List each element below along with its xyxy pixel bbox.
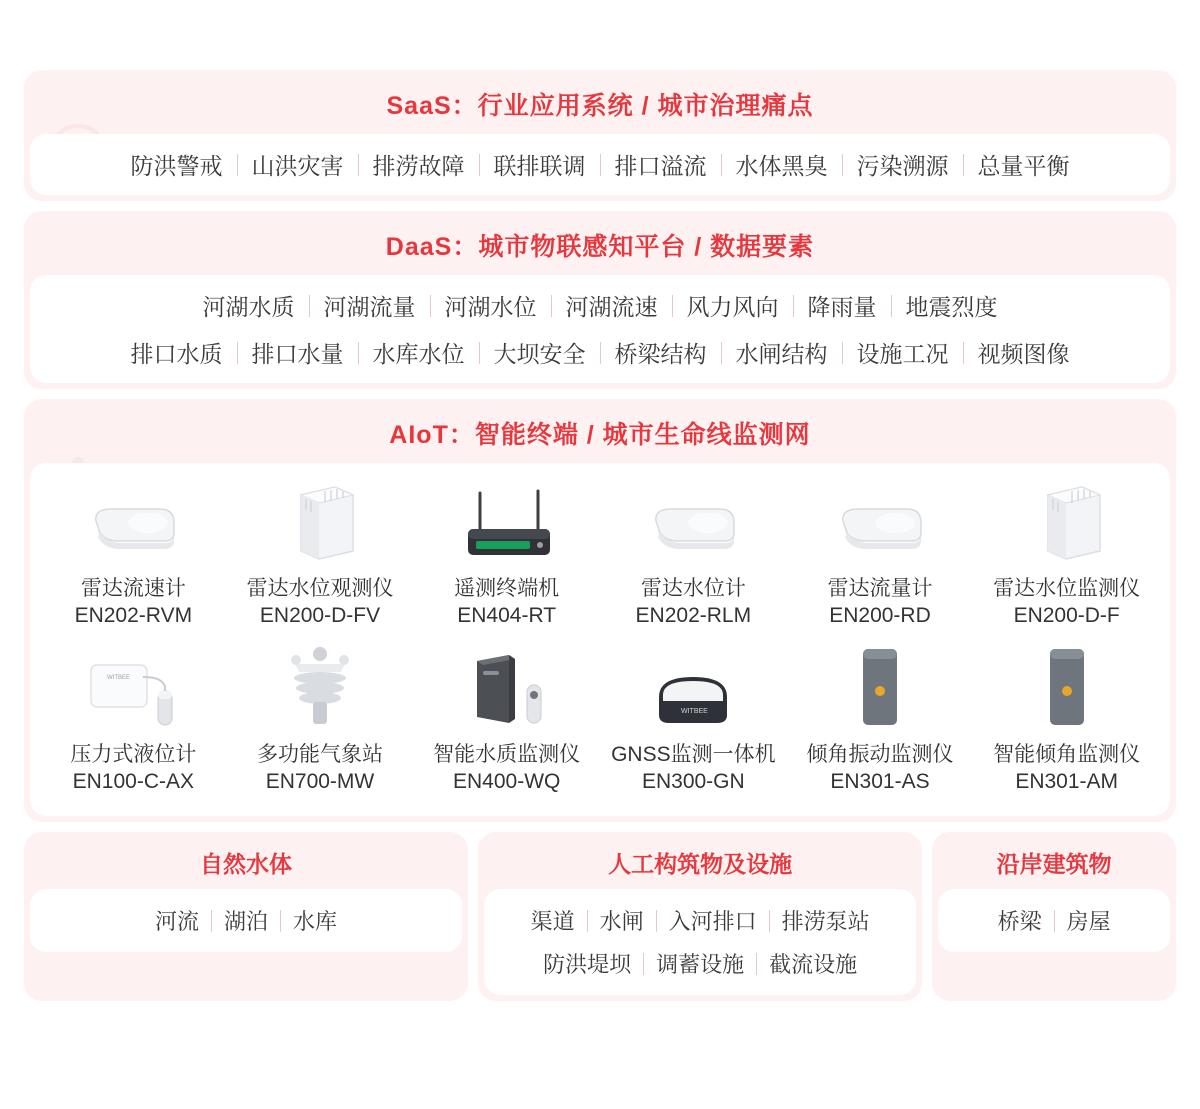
rtu-router-icon bbox=[442, 475, 572, 567]
water-level-box-icon bbox=[265, 475, 375, 567]
tag-item: 水库 bbox=[293, 909, 338, 935]
coastal-buildings-card bbox=[932, 832, 1176, 1001]
device-item[interactable] bbox=[227, 635, 414, 801]
coastal-buildings-tag-row bbox=[938, 899, 1170, 942]
radar-level-sensor-icon bbox=[638, 475, 748, 567]
saas-title-prefix: SaaS： bbox=[386, 92, 478, 120]
device-name: 雷达水位观测仪 bbox=[246, 577, 394, 600]
device-model: EN301-AS bbox=[830, 769, 930, 793]
aiot-card bbox=[24, 399, 1176, 822]
tag-item: 排口溢流 bbox=[614, 153, 707, 179]
aiot-title-prefix: AIoT： bbox=[389, 421, 475, 449]
gnss-monitor-icon bbox=[633, 641, 753, 733]
tag-item: 水体黑臭 bbox=[735, 153, 828, 179]
daas-body bbox=[30, 275, 1170, 383]
daas-title bbox=[24, 211, 1176, 275]
device-item[interactable] bbox=[40, 635, 227, 801]
artificial-structures-tag-row-2 bbox=[484, 942, 916, 985]
radar-flow-sensor-icon bbox=[825, 475, 935, 567]
tag-item: 总量平衡 bbox=[977, 153, 1070, 179]
tag-item: 地震烈度 bbox=[905, 294, 998, 320]
tag-item: 河湖流速 bbox=[565, 294, 658, 320]
device-grid bbox=[30, 463, 1170, 816]
device-model: EN300-GN bbox=[641, 769, 745, 793]
device-name: 压力式液位计 bbox=[70, 742, 197, 766]
device-item[interactable] bbox=[787, 469, 974, 635]
coastal-buildings-body bbox=[938, 889, 1170, 952]
radar-velocity-sensor-icon bbox=[78, 475, 188, 567]
device-item[interactable] bbox=[413, 635, 600, 801]
tag-item: 湖泊 bbox=[224, 909, 269, 935]
weather-station-icon bbox=[265, 641, 375, 733]
device-name: 智能倾角监测仪 bbox=[993, 742, 1141, 766]
tag-item: 河湖流量 bbox=[323, 294, 416, 320]
tag-item: 水闸结构 bbox=[735, 341, 828, 367]
daas-title-prefix: DaaS： bbox=[385, 233, 479, 261]
aiot-title bbox=[24, 399, 1176, 463]
device-name: 雷达流速计 bbox=[80, 577, 186, 600]
tag-item: 排口水质 bbox=[130, 341, 223, 367]
svg-text:WITBEE: WITBEE bbox=[681, 707, 709, 715]
device-item[interactable] bbox=[413, 469, 600, 635]
saas-title-text: 行业应用系统 / 城市治理痛点 bbox=[477, 92, 814, 120]
tag-item: 入河排口 bbox=[668, 909, 757, 935]
tag-item: 降雨量 bbox=[807, 294, 877, 320]
tag-item: 房屋 bbox=[1066, 909, 1111, 935]
device-item[interactable] bbox=[973, 635, 1160, 801]
device-item[interactable] bbox=[787, 635, 974, 801]
tag-item: 山洪灾害 bbox=[251, 153, 344, 179]
device-model: EN202-RVM bbox=[74, 604, 193, 628]
device-model: EN301-AM bbox=[1015, 769, 1119, 793]
water-level-box2-icon bbox=[1012, 475, 1122, 567]
aiot-title-text: 智能终端 / 城市生命线监测网 bbox=[474, 421, 811, 449]
device-model: EN100-C-AX bbox=[72, 769, 195, 793]
tag-item: 河流 bbox=[155, 909, 200, 935]
device-model: EN200-D-FV bbox=[259, 604, 381, 628]
saas-tag-row bbox=[30, 134, 1170, 195]
artificial-structures-tag-row-1 bbox=[484, 899, 916, 942]
device-model: EN200-D-F bbox=[1013, 604, 1120, 628]
tag-item: 设施工况 bbox=[856, 341, 949, 367]
tag-item: 排涝泵站 bbox=[781, 909, 870, 935]
tag-item: 河湖水质 bbox=[202, 294, 295, 320]
water-quality-monitor-icon bbox=[447, 641, 567, 733]
device-name: 雷达流量计 bbox=[827, 577, 933, 600]
daas-card bbox=[24, 211, 1176, 389]
natural-water-title: 自然水体 bbox=[200, 851, 293, 878]
coastal-buildings-title: 沿岸建筑物 bbox=[996, 851, 1112, 878]
device-item[interactable] bbox=[600, 635, 787, 801]
saas-card bbox=[24, 70, 1176, 201]
aiot-body bbox=[30, 463, 1170, 816]
device-item[interactable] bbox=[973, 469, 1160, 635]
tag-item: 排口水量 bbox=[251, 341, 344, 367]
pressure-level-gauge-icon bbox=[73, 641, 193, 733]
tag-item: 风力风向 bbox=[686, 294, 779, 320]
device-model: EN404-RT bbox=[457, 604, 557, 628]
daas-tag-row-1 bbox=[30, 275, 1170, 336]
tag-item: 排涝故障 bbox=[372, 153, 465, 179]
tag-item: 渠道 bbox=[530, 909, 575, 935]
tag-item: 调蓄设施 bbox=[656, 952, 745, 978]
natural-water-body bbox=[30, 889, 462, 952]
device-model: EN200-RD bbox=[829, 604, 931, 628]
device-name: 多功能气象站 bbox=[256, 742, 383, 766]
tag-item: 水库水位 bbox=[372, 341, 465, 367]
device-model: EN202-RLM bbox=[635, 604, 752, 628]
daas-title-text: 城市物联感知平台 / 数据要素 bbox=[478, 233, 815, 261]
artificial-structures-card bbox=[478, 832, 922, 1001]
device-item[interactable] bbox=[600, 469, 787, 635]
device-item[interactable] bbox=[40, 469, 227, 635]
tag-item: 桥梁结构 bbox=[614, 341, 707, 367]
device-name: GNSS监测一体机 bbox=[611, 742, 776, 766]
daas-tag-row-2 bbox=[30, 336, 1170, 383]
svg-text:WITBEE: WITBEE bbox=[107, 674, 131, 681]
natural-water-tag-row bbox=[30, 899, 462, 942]
tilt-sensor-icon bbox=[1022, 641, 1112, 733]
saas-body bbox=[30, 134, 1170, 195]
tag-item: 桥梁 bbox=[997, 909, 1042, 935]
device-name: 雷达水位计 bbox=[640, 577, 746, 600]
device-model: EN700-MW bbox=[265, 769, 375, 793]
tag-item: 截流设施 bbox=[769, 952, 858, 978]
device-name: 遥测终端机 bbox=[454, 577, 560, 600]
tag-item: 视频图像 bbox=[977, 341, 1070, 367]
natural-water-card bbox=[24, 832, 468, 1001]
tilt-vibration-sensor-icon bbox=[835, 641, 925, 733]
device-model: EN400-WQ bbox=[452, 769, 561, 793]
tag-item: 联排联调 bbox=[493, 153, 586, 179]
artificial-structures-title: 人工构筑物及设施 bbox=[608, 851, 793, 878]
tag-item: 水闸 bbox=[599, 909, 644, 935]
artificial-structures-body bbox=[484, 889, 916, 995]
saas-title bbox=[24, 70, 1176, 134]
device-name: 倾角振动监测仪 bbox=[806, 742, 954, 766]
tag-item: 大坝安全 bbox=[493, 341, 586, 367]
device-item[interactable] bbox=[227, 469, 414, 635]
device-name: 智能水质监测仪 bbox=[433, 742, 581, 766]
tag-item: 污染溯源 bbox=[856, 153, 949, 179]
tag-item: 河湖水位 bbox=[444, 294, 537, 320]
tag-item: 防洪堤坝 bbox=[543, 952, 632, 978]
tag-item: 防洪警戒 bbox=[130, 153, 223, 179]
device-name: 雷达水位监测仪 bbox=[993, 577, 1141, 600]
bottom-row bbox=[24, 832, 1176, 1001]
